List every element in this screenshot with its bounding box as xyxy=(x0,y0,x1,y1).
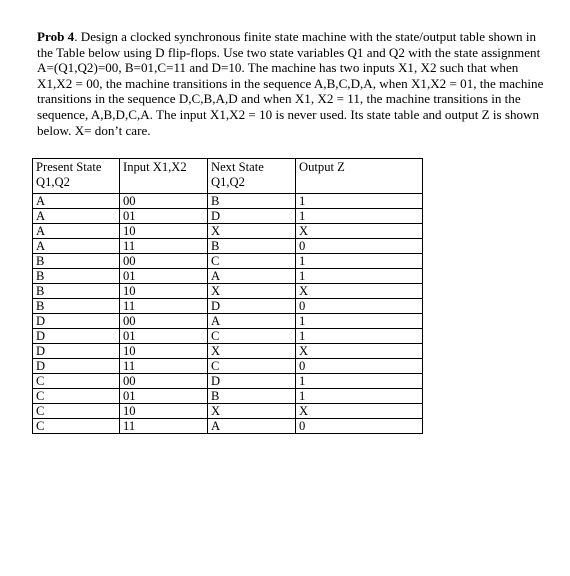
output-cell: X xyxy=(296,224,423,239)
output-cell: 1 xyxy=(296,269,423,284)
present-state-header-line1: Present State xyxy=(36,160,102,174)
input-cell: 10 xyxy=(120,344,208,359)
next-state-header-line2: Q1,Q2 xyxy=(211,175,245,189)
table-header-row xyxy=(33,159,423,194)
output-cell: 1 xyxy=(296,374,423,389)
next-state-cell: X xyxy=(208,404,296,419)
output-cell: 0 xyxy=(296,359,423,374)
output-cell: 1 xyxy=(296,389,423,404)
state-output-table xyxy=(32,158,423,434)
next-state-cell: A xyxy=(208,314,296,329)
next-state-cell: D xyxy=(208,299,296,314)
next-state-cell: D xyxy=(208,374,296,389)
table-row xyxy=(33,419,423,434)
next-state-cell: C xyxy=(208,329,296,344)
output-cell: X xyxy=(296,284,423,299)
next-state-cell: X xyxy=(208,284,296,299)
output-header xyxy=(296,159,423,194)
next-state-cell: B xyxy=(208,389,296,404)
next-state-cell: X xyxy=(208,344,296,359)
input-cell: 11 xyxy=(120,419,208,434)
table-row xyxy=(33,224,423,239)
next-state-cell: D xyxy=(208,209,296,224)
input-cell: 11 xyxy=(120,299,208,314)
present-state-cell: C xyxy=(33,404,120,419)
next-state-cell: C xyxy=(208,359,296,374)
next-state-cell: B xyxy=(208,239,296,254)
present-state-cell: D xyxy=(33,329,120,344)
input-cell: 00 xyxy=(120,374,208,389)
input-cell: 01 xyxy=(120,269,208,284)
problem-statement xyxy=(37,29,547,138)
output-cell: 1 xyxy=(296,314,423,329)
output-cell: X xyxy=(296,404,423,419)
present-state-header xyxy=(33,159,120,194)
input-cell: 00 xyxy=(120,254,208,269)
output-cell: 1 xyxy=(296,209,423,224)
table-row xyxy=(33,359,423,374)
present-state-cell: A xyxy=(33,239,120,254)
table-row xyxy=(33,404,423,419)
output-cell: 0 xyxy=(296,299,423,314)
present-state-cell: D xyxy=(33,344,120,359)
problem-label: Prob 4 xyxy=(37,29,75,44)
table-row xyxy=(33,194,423,209)
next-state-header-line1: Next State xyxy=(211,160,264,174)
output-cell: 1 xyxy=(296,194,423,209)
next-state-cell: A xyxy=(208,419,296,434)
input-cell: 10 xyxy=(120,404,208,419)
table-row xyxy=(33,239,423,254)
present-state-cell: B xyxy=(33,254,120,269)
table-row xyxy=(33,209,423,224)
table-row xyxy=(33,269,423,284)
next-state-cell: X xyxy=(208,224,296,239)
present-state-cell: D xyxy=(33,359,120,374)
present-state-cell: A xyxy=(33,194,120,209)
output-header-line1: Output Z xyxy=(299,160,345,174)
table-row xyxy=(33,299,423,314)
present-state-header-line2: Q1,Q2 xyxy=(36,175,70,189)
output-cell: 0 xyxy=(296,419,423,434)
input-cell: 00 xyxy=(120,314,208,329)
present-state-cell: C xyxy=(33,419,120,434)
present-state-cell: B xyxy=(33,284,120,299)
input-header-line1: Input X1,X2 xyxy=(123,160,187,174)
table-row xyxy=(33,254,423,269)
present-state-cell: C xyxy=(33,374,120,389)
input-cell: 11 xyxy=(120,359,208,374)
table-row xyxy=(33,389,423,404)
input-cell: 10 xyxy=(120,284,208,299)
input-cell: 10 xyxy=(120,224,208,239)
present-state-cell: D xyxy=(33,314,120,329)
table-row xyxy=(33,374,423,389)
input-cell: 01 xyxy=(120,209,208,224)
output-cell: 1 xyxy=(296,254,423,269)
present-state-cell: B xyxy=(33,269,120,284)
table-row xyxy=(33,314,423,329)
input-cell: 01 xyxy=(120,329,208,344)
input-cell: 11 xyxy=(120,239,208,254)
next-state-header xyxy=(208,159,296,194)
present-state-cell: B xyxy=(33,299,120,314)
table-body xyxy=(33,194,423,434)
problem-text: . Design a clocked synchronous finite state machine with the state/output table shown in the Table below using D flip-flops. Use two state variables Q1 and Q2 with the state assignment A=(Q1,Q2)=00, B=01,C=11 and D=10. The machine has two inputs X1, X2 such that when X1,X2 = 00, the machine transitions in the sequence A,B,C,D,A, when X1,X2 = 01, the machine transitions in the sequence D,C,B,A,D and when X1, X2 = 11, the machine transitions in the sequence, A,B,D,C,A. The input X1,X2 = 10 is never used. Its state table and output Z is shown below. X= don’t care. xyxy=(37,29,544,138)
output-cell: 0 xyxy=(296,239,423,254)
present-state-cell: A xyxy=(33,224,120,239)
input-cell: 00 xyxy=(120,194,208,209)
input-header xyxy=(120,159,208,194)
present-state-cell: C xyxy=(33,389,120,404)
next-state-cell: A xyxy=(208,269,296,284)
table-row xyxy=(33,344,423,359)
table-row xyxy=(33,284,423,299)
output-cell: X xyxy=(296,344,423,359)
table-row xyxy=(33,329,423,344)
next-state-cell: C xyxy=(208,254,296,269)
output-cell: 1 xyxy=(296,329,423,344)
next-state-cell: B xyxy=(208,194,296,209)
input-cell: 01 xyxy=(120,389,208,404)
present-state-cell: A xyxy=(33,209,120,224)
